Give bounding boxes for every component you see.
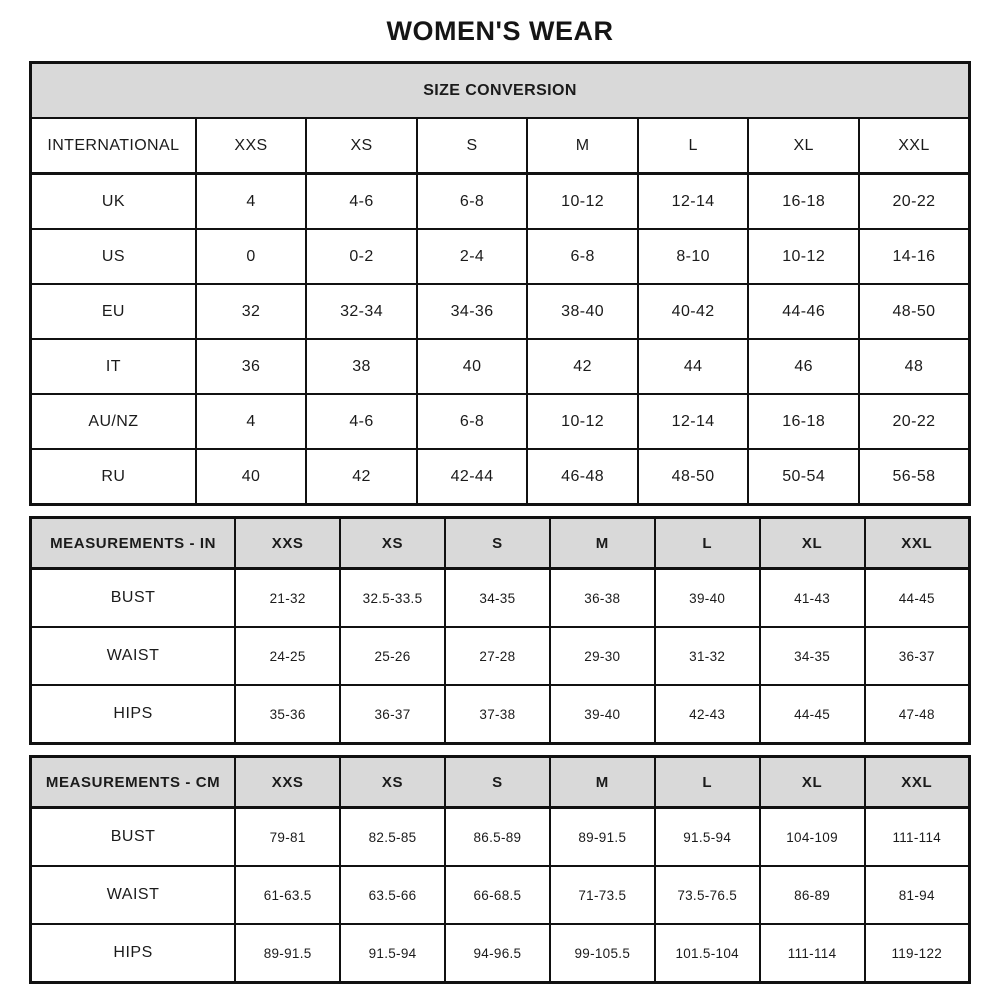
value-cell: 4-6 xyxy=(306,174,417,230)
column-header-row xyxy=(31,118,970,174)
value-cell: 61-63.5 xyxy=(235,866,340,924)
value-cell: 44-45 xyxy=(760,685,865,744)
value-cell: 39-40 xyxy=(550,685,655,744)
table-row xyxy=(31,627,970,685)
column-header-cell: M xyxy=(550,757,655,808)
value-cell: 47-48 xyxy=(865,685,970,744)
table-row xyxy=(31,808,970,867)
column-header-cell: M xyxy=(550,518,655,569)
value-cell: 14-16 xyxy=(859,229,970,284)
value-cell: 32.5-33.5 xyxy=(340,569,445,628)
value-cell: 50-54 xyxy=(748,449,859,505)
value-cell: 111-114 xyxy=(865,808,970,867)
value-cell: 12-14 xyxy=(638,394,749,449)
value-cell: 34-36 xyxy=(417,284,528,339)
value-cell: 4 xyxy=(196,394,307,449)
value-cell: 37-38 xyxy=(445,685,550,744)
value-cell: 36 xyxy=(196,339,307,394)
value-cell: 6-8 xyxy=(527,229,638,284)
value-cell: 6-8 xyxy=(417,394,528,449)
value-cell: 38 xyxy=(306,339,417,394)
value-cell: 8-10 xyxy=(638,229,749,284)
measurements-in-table-body xyxy=(31,518,970,744)
value-cell: 25-26 xyxy=(340,627,445,685)
value-cell: 40 xyxy=(417,339,528,394)
column-header-cell: XXS xyxy=(235,518,340,569)
measurements-cm-table-body xyxy=(31,757,970,983)
value-cell: 44-46 xyxy=(748,284,859,339)
corner-header-cell: MEASUREMENTS - CM xyxy=(31,757,236,808)
value-cell: 82.5-85 xyxy=(340,808,445,867)
column-header-cell: XS xyxy=(306,118,417,174)
value-cell: 81-94 xyxy=(865,866,970,924)
table-row xyxy=(31,449,970,505)
table-band-row xyxy=(31,63,970,119)
size-conversion-table xyxy=(29,61,971,506)
value-cell: 21-32 xyxy=(235,569,340,628)
column-header-cell: L xyxy=(638,118,749,174)
table-row xyxy=(31,394,970,449)
value-cell: 94-96.5 xyxy=(445,924,550,983)
value-cell: 48-50 xyxy=(638,449,749,505)
corner-header-cell: MEASUREMENTS - IN xyxy=(31,518,236,569)
value-cell: 31-32 xyxy=(655,627,760,685)
table-row xyxy=(31,924,970,983)
column-header-cell: S xyxy=(445,757,550,808)
row-label-cell: RU xyxy=(31,449,196,505)
row-label-cell: AU/NZ xyxy=(31,394,196,449)
value-cell: 36-37 xyxy=(865,627,970,685)
value-cell: 42-43 xyxy=(655,685,760,744)
row-label-cell: WAIST xyxy=(31,866,236,924)
table-title-cell: SIZE CONVERSION xyxy=(31,63,970,119)
value-cell: 24-25 xyxy=(235,627,340,685)
value-cell: 48-50 xyxy=(859,284,970,339)
value-cell: 34-35 xyxy=(760,627,865,685)
value-cell: 91.5-94 xyxy=(340,924,445,983)
row-label-cell: HIPS xyxy=(31,685,236,744)
value-cell: 35-36 xyxy=(235,685,340,744)
column-header-cell: S xyxy=(417,118,528,174)
value-cell: 12-14 xyxy=(638,174,749,230)
value-cell: 71-73.5 xyxy=(550,866,655,924)
value-cell: 46-48 xyxy=(527,449,638,505)
value-cell: 63.5-66 xyxy=(340,866,445,924)
value-cell: 46 xyxy=(748,339,859,394)
value-cell: 0-2 xyxy=(306,229,417,284)
value-cell: 36-37 xyxy=(340,685,445,744)
value-cell: 44 xyxy=(638,339,749,394)
table-row xyxy=(31,866,970,924)
row-label-cell: HIPS xyxy=(31,924,236,983)
value-cell: 42 xyxy=(306,449,417,505)
column-header-cell: XXL xyxy=(859,118,970,174)
value-cell: 10-12 xyxy=(527,174,638,230)
value-cell: 4-6 xyxy=(306,394,417,449)
value-cell: 36-38 xyxy=(550,569,655,628)
column-header-cell: XS xyxy=(340,518,445,569)
table-row xyxy=(31,569,970,628)
value-cell: 40-42 xyxy=(638,284,749,339)
value-cell: 91.5-94 xyxy=(655,808,760,867)
value-cell: 86-89 xyxy=(760,866,865,924)
value-cell: 56-58 xyxy=(859,449,970,505)
column-header-row xyxy=(31,757,970,808)
value-cell: 111-114 xyxy=(760,924,865,983)
table-row xyxy=(31,339,970,394)
column-header-cell: M xyxy=(527,118,638,174)
row-label-cell: BUST xyxy=(31,569,236,628)
value-cell: 32 xyxy=(196,284,307,339)
column-header-cell: XXS xyxy=(196,118,307,174)
column-header-cell: XXL xyxy=(865,518,970,569)
measurements-in-table xyxy=(29,516,971,745)
column-header-cell: S xyxy=(445,518,550,569)
value-cell: 32-34 xyxy=(306,284,417,339)
value-cell: 89-91.5 xyxy=(235,924,340,983)
value-cell: 29-30 xyxy=(550,627,655,685)
value-cell: 104-109 xyxy=(760,808,865,867)
value-cell: 10-12 xyxy=(748,229,859,284)
row-label-cell: WAIST xyxy=(31,627,236,685)
page-title: WOMEN'S WEAR xyxy=(386,16,614,46)
column-header-cell: XL xyxy=(748,118,859,174)
value-cell: 79-81 xyxy=(235,808,340,867)
row-label-cell: US xyxy=(31,229,196,284)
column-header-row xyxy=(31,518,970,569)
corner-header-cell: INTERNATIONAL xyxy=(31,118,196,174)
value-cell: 27-28 xyxy=(445,627,550,685)
value-cell: 42-44 xyxy=(417,449,528,505)
column-header-cell: L xyxy=(655,518,760,569)
value-cell: 10-12 xyxy=(527,394,638,449)
size-conversion-table-body xyxy=(31,63,970,505)
value-cell: 89-91.5 xyxy=(550,808,655,867)
value-cell: 16-18 xyxy=(748,174,859,230)
value-cell: 40 xyxy=(196,449,307,505)
value-cell: 4 xyxy=(196,174,307,230)
row-label-cell: UK xyxy=(31,174,196,230)
table-row xyxy=(31,229,970,284)
measurements-cm-table xyxy=(29,755,971,984)
value-cell: 86.5-89 xyxy=(445,808,550,867)
value-cell: 6-8 xyxy=(417,174,528,230)
value-cell: 99-105.5 xyxy=(550,924,655,983)
value-cell: 20-22 xyxy=(859,394,970,449)
value-cell: 48 xyxy=(859,339,970,394)
value-cell: 2-4 xyxy=(417,229,528,284)
value-cell: 41-43 xyxy=(760,569,865,628)
table-row xyxy=(31,685,970,744)
column-header-cell: XL xyxy=(760,518,865,569)
value-cell: 38-40 xyxy=(527,284,638,339)
column-header-cell: XS xyxy=(340,757,445,808)
value-cell: 34-35 xyxy=(445,569,550,628)
value-cell: 20-22 xyxy=(859,174,970,230)
value-cell: 101.5-104 xyxy=(655,924,760,983)
row-label-cell: IT xyxy=(31,339,196,394)
column-header-cell: XXS xyxy=(235,757,340,808)
table-row xyxy=(31,284,970,339)
row-label-cell: BUST xyxy=(31,808,236,867)
value-cell: 42 xyxy=(527,339,638,394)
value-cell: 73.5-76.5 xyxy=(655,866,760,924)
value-cell: 66-68.5 xyxy=(445,866,550,924)
column-header-cell: L xyxy=(655,757,760,808)
value-cell: 39-40 xyxy=(655,569,760,628)
row-label-cell: EU xyxy=(31,284,196,339)
column-header-cell: XXL xyxy=(865,757,970,808)
value-cell: 16-18 xyxy=(748,394,859,449)
table-row xyxy=(31,174,970,230)
value-cell: 0 xyxy=(196,229,307,284)
column-header-cell: XL xyxy=(760,757,865,808)
value-cell: 119-122 xyxy=(865,924,970,983)
value-cell: 44-45 xyxy=(865,569,970,628)
